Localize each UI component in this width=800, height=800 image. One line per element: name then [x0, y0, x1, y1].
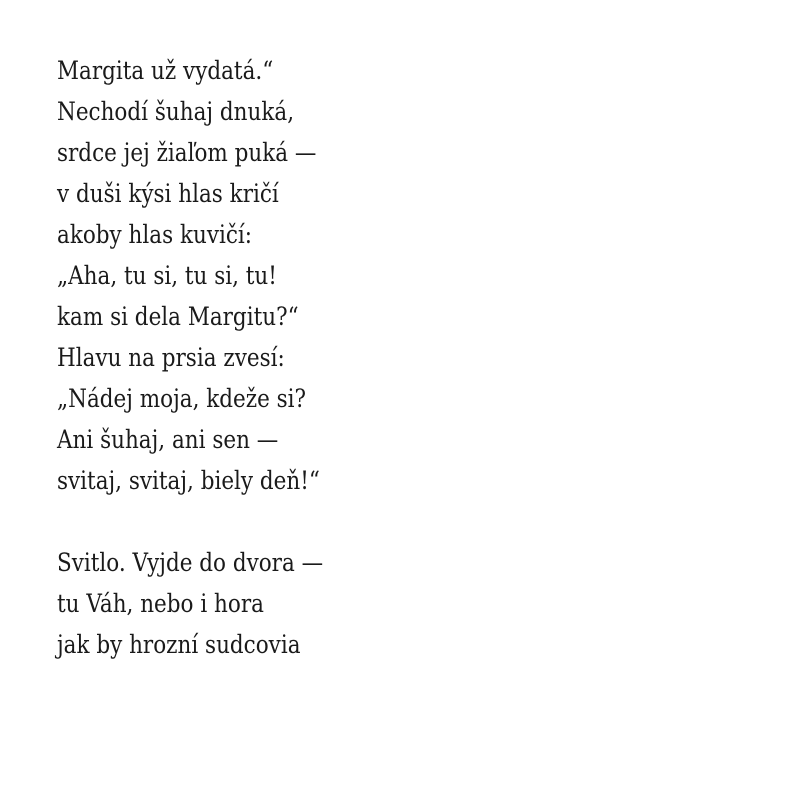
stanza-1 — [57, 50, 659, 501]
poem-line: jak by hrozní sudcovia — [57, 630, 301, 659]
poem-line: Ani šuhaj, ani sen — — [57, 425, 279, 454]
poem-line: v duši kýsi hlas kričí — [57, 179, 279, 208]
poem-line: srdce jej žiaľom puká — — [57, 138, 317, 167]
stanza-2 — [57, 542, 659, 665]
poem-text — [57, 50, 659, 665]
poem-line: Margita už vydatá.“ — [57, 56, 274, 85]
poem-line: tu Váh, nebo i hora — [57, 589, 264, 618]
poem-line: akoby hlas kuvičí: — [57, 220, 253, 249]
poem-line: kam si dela Margitu?“ — [57, 302, 299, 331]
poem-line: Nechodí šuhaj dnuká, — [57, 97, 295, 126]
poem-line: svitaj, svitaj, biely deň!“ — [57, 466, 320, 495]
poem-line: „Nádej moja, kdeže si? — [57, 384, 307, 413]
poem-line: Svitlo. Vyjde do dvora — — [57, 548, 324, 577]
poem-line: Hlavu na prsia zvesí: — [57, 343, 285, 372]
poem-line: „Aha, tu si, tu si, tu! — [57, 261, 277, 290]
